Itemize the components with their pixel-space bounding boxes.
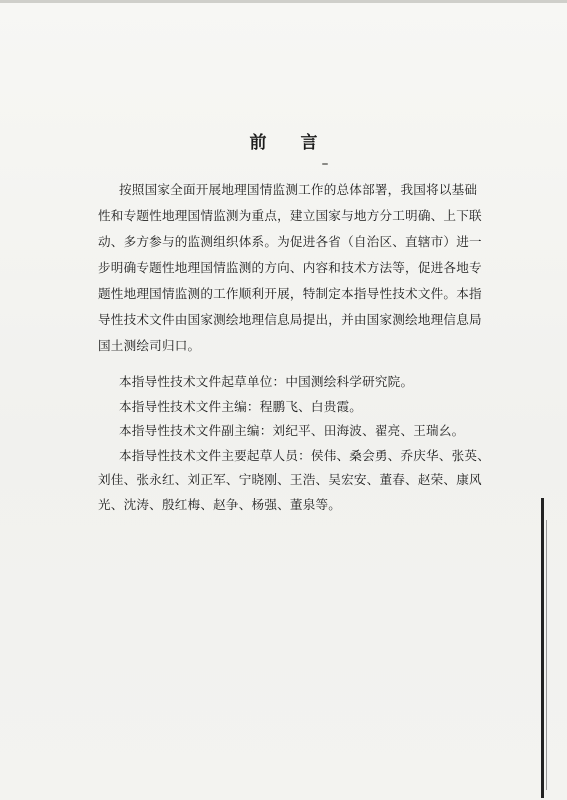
paragraph-line: 题性地理国情监测的工作顺利开展，特制定本指导性技术文件。本指 — [98, 286, 482, 301]
page-title: 前 言 — [249, 133, 332, 153]
credits-block — [98, 369, 491, 516]
chief-editors-line: 本指导性技术文件主编：程鹏飞、白贵霞。 — [119, 398, 363, 414]
scan-edge-mark — [541, 498, 544, 798]
paragraph-line: 动、多方参与的监测组织体系。为促进各省（自治区、直辖市）进一 — [98, 234, 482, 249]
drafters-line: 光、沈涛、殷红梅、赵争、杨强、董泉等。 — [98, 496, 342, 512]
paragraph-line: 性和专题性地理国情监测为重点，建立国家与地方分工明确、上下联 — [98, 208, 482, 223]
drafters-line: 本指导性技术文件主要起草人员：侯伟、桑会勇、乔庆华、张英、 — [119, 447, 491, 463]
drafting-unit-line: 本指导性技术文件起草单位：中国测绘科学研究院。 — [119, 374, 414, 389]
scan-edge-shadow — [546, 520, 547, 790]
deputy-editors-line: 本指导性技术文件副主编：刘纪平、田海波、翟亮、王瑞幺。 — [119, 423, 465, 438]
paragraph-line: 导性技术文件由国家测绘地理信息局提出，并由国家测绘地理信息局 — [98, 312, 482, 327]
scan-top-edge — [0, 0, 567, 3]
paragraph-line: 按照国家全面开展地理国情监测工作的总体部署，我国将以基础 — [119, 182, 478, 197]
drafters-line: 刘佳、张永红、刘正军、宁晓刚、王浩、吴宏安、董春、赵荣、康风 — [98, 472, 482, 487]
paragraph-line: 步明确专题性地理国情监测的方向、内容和技术方法等，促进各地专 — [98, 260, 482, 275]
paragraph-line: 国土测绘司归口。 — [98, 338, 201, 353]
preface-paragraph — [98, 177, 482, 359]
scan-speck — [322, 163, 328, 165]
